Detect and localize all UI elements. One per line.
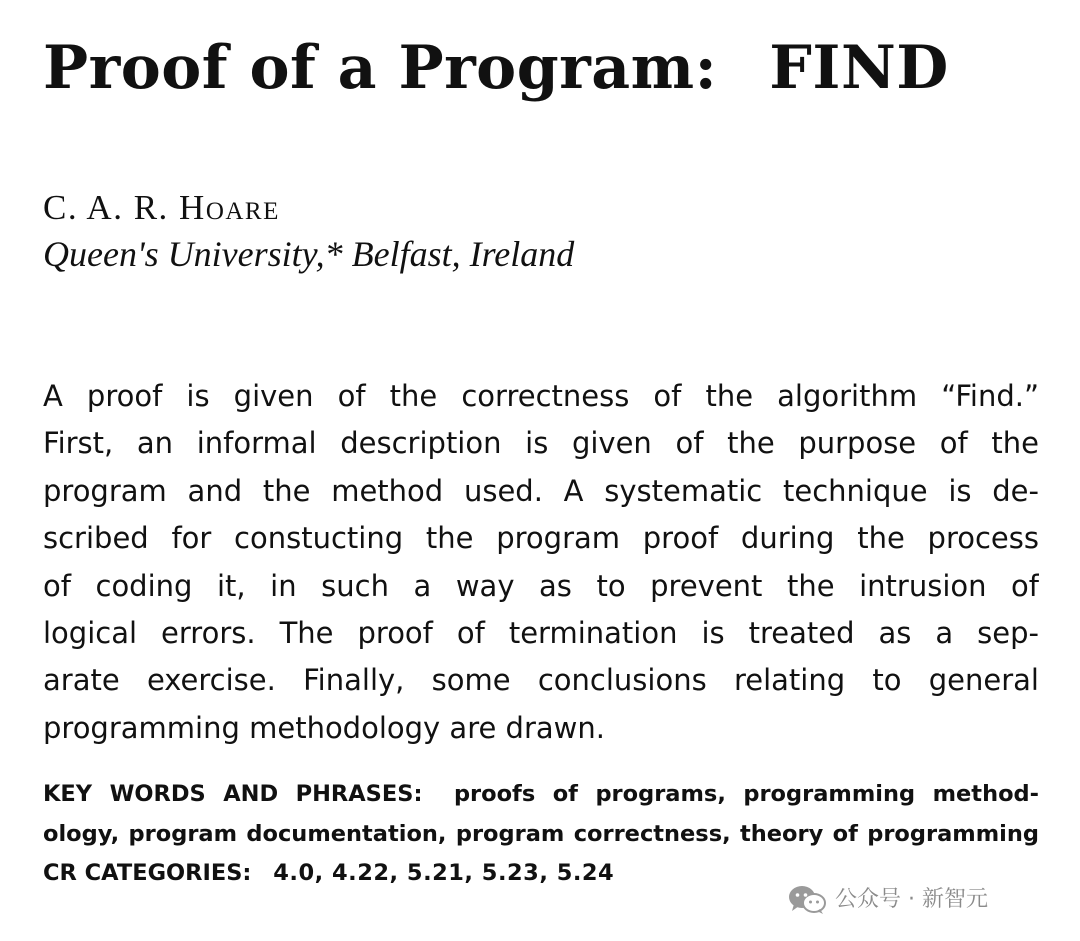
title-main: Proof of a Program: [43,33,718,103]
watermark-text: 公众号 · 新智元 [835,887,988,912]
abstract [43,373,1039,752]
categories-values: 4.0, 4.22, 5.21, 5.23, 5.24 [273,860,615,886]
categories-label: CR CATEGORIES: [43,860,252,886]
keywords-label: KEY WORDS AND PHRASES: [43,781,423,807]
abstract-line: program and the method used. A systematic technique is de- [43,473,1039,508]
keywords-text: proofs of programs, programming method- [453,781,1039,807]
author-surname: Hoare [179,188,280,227]
abstract-line: A proof is given of the correctness of the algorithm “Find.” [43,379,1039,413]
keywords-line: ology, program documentation, program correctness, theory of programming [43,820,1039,847]
wechat-icon [787,884,827,916]
keywords-line [43,775,1039,815]
author-initials: C. A. R. [43,188,169,227]
abstract-line: First, an informal description is given of the purpose of the [43,426,1039,461]
abstract-line: of coding it, in such a way as to prevent the intrusion of [43,568,1039,603]
paper-title [43,28,1043,108]
author-affiliation: Queen's University,* Belfast, Ireland [43,234,575,274]
abstract-line: programming methodology are drawn. [43,710,605,745]
author-name [43,186,280,230]
abstract-line: arate exercise. Finally, some conclusions relating to general [43,663,1039,698]
paper-metadata [43,775,1039,894]
abstract-line: logical errors. The proof of termination is treated as a sep- [43,615,1039,650]
title-program-name: FIND [769,33,949,103]
watermark [787,882,988,918]
abstract-line: scribed for constucting the program proof during the process [43,521,1039,556]
